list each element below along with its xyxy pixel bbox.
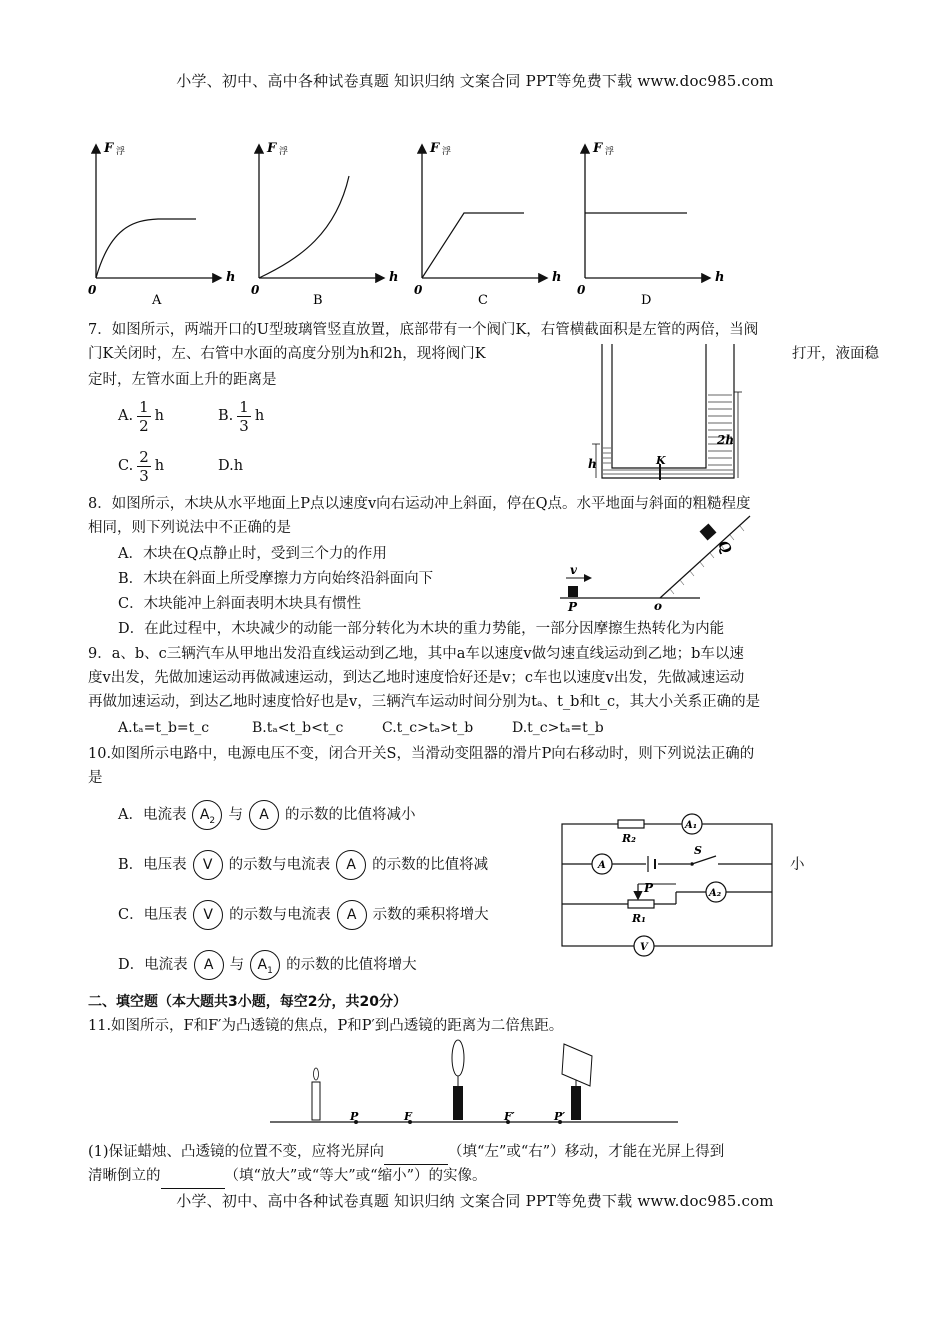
point-o-label: o <box>654 599 663 613</box>
q8-option-d: D．在此过程中，木块减少的动能一部分转化为木块的重力势能，一部分因摩擦生热转化为内能 <box>118 621 725 637</box>
ammeter-a-icon: A <box>336 850 366 880</box>
a2-label: A₂ <box>709 888 722 899</box>
q11-sub1: (1)保证蜡烛、凸透镜的位置不变，应将光屏向 （填“左”或“右”）移动，才能在光屏上得到 <box>88 1140 868 1165</box>
q11-line1: 11.如图所示，F和F′为凸透镜的焦点，P和P′到凸透镜的距离为二倍焦距。 <box>88 1018 564 1034</box>
r2-label: R₂ <box>622 832 636 845</box>
svg-text:F: F <box>430 141 440 156</box>
q9-option-c: C.t_c>tₐ>t_b <box>382 720 474 736</box>
q9-option-d: D.t_c>tₐ=t_b <box>512 720 604 736</box>
q10-line2: 是 <box>88 770 103 786</box>
graph-label: D <box>641 293 652 308</box>
svg-text:浮: 浮 <box>279 147 289 157</box>
q10-option-c: C．电压表 V 的示数与电流表 A 示数的乘积将增大 <box>118 898 489 932</box>
answer-blank-1[interactable] <box>384 1140 448 1165</box>
q7-option-b: B. $\frac{1}{3}$ h <box>218 397 265 435</box>
svg-text:0: 0 <box>577 283 586 297</box>
point-p-label: P <box>568 600 578 614</box>
y-axis-sub: 浮 <box>116 147 126 157</box>
svg-text:h: h <box>715 270 725 285</box>
q10-option-b: B．电压表 V 的示数与电流表 A 的示数的比值将减 <box>118 848 488 882</box>
a-label: A <box>598 860 606 871</box>
ammeter-a2-icon: $A_2$ <box>192 800 222 830</box>
point-p-prime-label: P′ <box>554 1110 566 1123</box>
q9-line3: 再做加速运动，到达乙地时速度恰好也是v，三辆汽车运动时间分别为tₐ、t_b和t_c，其大小关系正确的是 <box>88 694 761 710</box>
point-p-label: P <box>350 1110 359 1123</box>
section-2-title: 二、填空题（本大题共3小题，每空2分，共20分） <box>88 994 407 1010</box>
svg-text:0: 0 <box>414 283 423 297</box>
x-axis-label: h <box>226 270 236 285</box>
q8-option-b: B．木块在斜面上所受摩擦力方向始终沿斜面向下 <box>118 571 434 587</box>
q8-line2: 相同，则下列说法中不正确的是 <box>88 520 291 536</box>
q7-option-d: D.h <box>218 458 244 474</box>
svg-text:浮: 浮 <box>442 147 452 157</box>
svg-text:浮: 浮 <box>605 147 615 157</box>
graph-d <box>577 141 724 308</box>
velocity-label: v <box>570 563 577 577</box>
r1-label: R₁ <box>632 912 646 925</box>
q7-line1: 7．如图所示，两端开口的U型玻璃管竖直放置，底部带有一个阀门K，右管横截面积是左管的两倍，当阀 <box>88 322 759 338</box>
h-label: h <box>588 457 597 471</box>
svg-text:F: F <box>267 141 277 156</box>
graph-label: B <box>313 293 323 308</box>
a1-label: A₁ <box>685 820 698 831</box>
point-f-label: F <box>404 1110 412 1123</box>
q9-option-a: A.tₐ=t_b=t_c <box>118 720 210 736</box>
q10-option-b-tail: 小 <box>790 857 805 873</box>
u-tube-figure <box>586 340 746 490</box>
graph-b <box>251 141 398 308</box>
page-footer: 小学、初中、高中各种试卷真题 知识归纳 文案合同 PPT等免费下载 www.doc985.com <box>176 1192 774 1210</box>
point-q-label: Q <box>714 538 735 557</box>
voltmeter-icon: V <box>193 900 223 930</box>
answer-blank-2[interactable] <box>161 1164 225 1189</box>
ammeter-a-icon: A <box>194 950 224 980</box>
ammeter-a-icon: A <box>337 900 367 930</box>
svg-text:h: h <box>389 270 399 285</box>
graph-a <box>88 141 235 308</box>
graph-c <box>414 141 561 308</box>
q7-line3: 定时，左管水面上升的距离是 <box>88 372 277 388</box>
q9-line1: 9．a、b、c三辆汽车从甲地出发沿直线运动到乙地，其中a车以速度v做匀速直线运动到乙地；b车以速 <box>88 646 744 662</box>
graph-label: C <box>478 293 488 308</box>
q8-line1: 8．如图所示，木块从水平地面上P点以速度v向右运动冲上斜面，停在Q点。水平地面与斜面的粗糙程度 <box>88 496 751 512</box>
q7-option-c: C. $\frac{2}{3}$ h <box>118 447 165 485</box>
svg-text:h: h <box>552 270 562 285</box>
q10-option-d: D．电流表 A 与 $A_1$ 的示数的比值将增大 <box>118 948 417 982</box>
q7-option-a: A. $\frac{1}{2}$ h <box>118 397 164 435</box>
incline-figure <box>560 512 760 614</box>
graph-label: A <box>152 293 162 308</box>
buoyancy-graphs <box>88 138 728 308</box>
svg-text:0: 0 <box>251 283 260 297</box>
ammeter-a1-icon: $A_1$ <box>250 950 280 980</box>
valve-label: K <box>656 454 666 467</box>
optical-bench-figure <box>270 1036 680 1128</box>
q8-option-c: C．木块能冲上斜面表明木块具有惯性 <box>118 596 362 612</box>
q11-sub2: 清晰倒立的 （填“放大”或“等大”或“缩小”）的实像。 <box>88 1164 868 1189</box>
point-f-prime-label: F′ <box>504 1110 515 1123</box>
q7-line2b: 打开，液面稳 <box>792 346 879 362</box>
ammeter-a-icon: A <box>249 800 279 830</box>
slider-p-label: P <box>644 881 654 895</box>
q10-line1: 10.如图所示电路中，电源电压不变，闭合开关S，当滑动变阻器的滑片P向右移动时，则下列说法正确的 <box>88 746 755 762</box>
svg-text:F: F <box>593 141 603 156</box>
y-axis-label: F <box>104 141 114 156</box>
q7-line2a: 门K关闭时，左、右管中水面的高度分别为h和2h，现将阀门K <box>88 346 486 362</box>
page-header: 小学、初中、高中各种试卷真题 知识归纳 文案合同 PPT等免费下载 www.doc985.com <box>176 72 774 90</box>
2h-label: 2h <box>717 433 735 447</box>
voltmeter-icon: V <box>193 850 223 880</box>
v-label: V <box>640 942 648 953</box>
q9-line2: 度v出发，先做加速运动再做减速运动，到达乙地时速度恰好还是v；c车也以速度v出发，先做减速运动 <box>88 670 745 686</box>
q9-option-b: B.tₐ<t_b<t_c <box>252 720 344 736</box>
origin-label: 0 <box>88 283 97 297</box>
q8-option-a: A．木块在Q点静止时，受到三个力的作用 <box>118 546 387 562</box>
q10-option-a: A．电流表 $A_2$ 与 A 的示数的比值将减小 <box>118 798 415 832</box>
circuit-figure <box>556 812 778 960</box>
switch-label: S <box>694 844 702 857</box>
